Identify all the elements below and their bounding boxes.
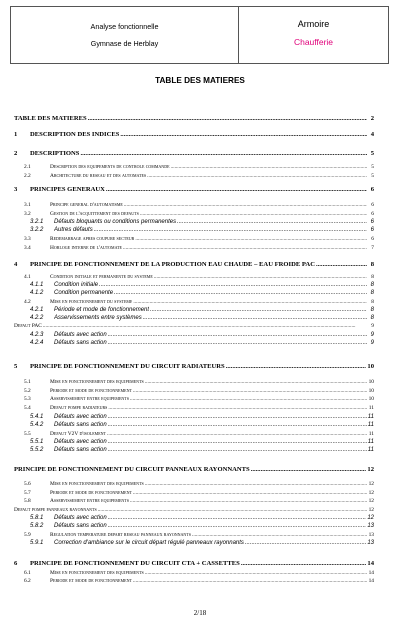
toc-entry-number: 3.2.2 bbox=[30, 227, 44, 233]
toc-entry-page: 6 bbox=[371, 211, 374, 217]
header-cabinet-location: Chaufferie bbox=[293, 37, 334, 47]
toc-leader-dots bbox=[147, 172, 367, 180]
toc-entry[interactable] bbox=[14, 539, 374, 547]
toc-leader-dots bbox=[245, 539, 366, 547]
toc-entry[interactable] bbox=[14, 235, 374, 243]
toc-entry-title: Asservissement entre equipements bbox=[50, 396, 129, 402]
toc-entry[interactable] bbox=[14, 226, 374, 234]
toc-entry-title: Defaut pompe radiateurs bbox=[50, 405, 108, 411]
toc-entry-page: 8 bbox=[370, 290, 374, 296]
toc-leader-dots bbox=[80, 150, 367, 158]
toc-entry-page: 9 bbox=[370, 332, 374, 338]
toc-entry-number: 3.2.1 bbox=[30, 219, 44, 225]
toc-entry[interactable] bbox=[14, 289, 374, 297]
toc-leader-dots bbox=[108, 404, 367, 412]
toc-entry-page: 13 bbox=[368, 532, 374, 538]
toc-entry-page: 12 bbox=[367, 466, 374, 473]
toc-entry-title: Defaut V2V d'isolement bbox=[50, 431, 106, 437]
toc-entry[interactable] bbox=[14, 298, 374, 306]
toc-entry-page: 4 bbox=[370, 131, 374, 138]
toc-entry-title: DESCRIPTIONS bbox=[30, 150, 80, 157]
toc-entry[interactable] bbox=[14, 115, 374, 123]
toc-entry-title: Défauts avec action bbox=[54, 515, 107, 521]
toc-entry-title: Description des equipements de controle commande bbox=[50, 164, 170, 170]
toc-leader-dots bbox=[108, 438, 367, 446]
toc-leader-dots bbox=[108, 421, 367, 429]
toc-leader-dots bbox=[98, 506, 367, 514]
toc-entry-page: 12 bbox=[368, 507, 374, 513]
toc-entry-number: 5.9 bbox=[24, 532, 31, 538]
toc-entry-number: 3.2 bbox=[24, 211, 31, 217]
toc-leader-dots bbox=[108, 331, 367, 339]
toc-entry-number: 5.4.2 bbox=[30, 422, 44, 428]
toc-leader-dots bbox=[108, 446, 367, 454]
toc-entry-title: Condition permanente bbox=[54, 290, 114, 296]
toc-entry-number: 4.2.3 bbox=[30, 332, 44, 338]
toc-entry[interactable] bbox=[14, 497, 374, 505]
toc-entry-page: 6 bbox=[370, 227, 374, 233]
toc-entry-title: Défauts sans action bbox=[54, 340, 107, 346]
toc-entry-page: 9 bbox=[371, 323, 374, 329]
toc-leader-dots bbox=[107, 430, 367, 438]
toc-entry[interactable] bbox=[14, 281, 374, 289]
toc-entry-number: 5.2 bbox=[24, 388, 31, 394]
toc-leader-dots bbox=[145, 480, 367, 488]
toc-leader-dots bbox=[143, 314, 367, 322]
toc-entry-page: 8 bbox=[370, 315, 374, 321]
toc-entry[interactable] bbox=[14, 438, 374, 446]
toc-leader-dots bbox=[133, 489, 367, 497]
toc-entry-title: DESCRIPTION DES INDICES bbox=[30, 131, 120, 138]
toc-entry-number: 5.1 bbox=[24, 379, 31, 385]
toc-entry[interactable] bbox=[14, 514, 374, 522]
page-number: 2/18 bbox=[193, 609, 207, 617]
toc-entry-number: 6 bbox=[14, 560, 18, 567]
toc-entry-page: 10 bbox=[368, 379, 374, 385]
toc-entry-title: PRINCIPE DE FONCTIONNEMENT DE LA PRODUCTION EAU CHAUDE – EAU FROIDE PAC bbox=[30, 261, 315, 268]
toc-leader-dots bbox=[108, 339, 367, 347]
toc-entry[interactable] bbox=[14, 446, 374, 454]
toc-entry-title: Correction d'ambiance sur le circuit départ régulé panneaux rayonnants bbox=[54, 540, 244, 546]
toc-entry-title: Mise en fonctionnement du systeme bbox=[50, 299, 133, 305]
toc-entry-page: 6 bbox=[370, 219, 374, 225]
toc-entry-title: PRINCIPE DE FONCTIONNEMENT DU CIRCUIT PANNEAUX RAYONNANTS bbox=[14, 466, 250, 473]
toc-entry-title: Défauts avec action bbox=[54, 439, 107, 445]
toc-leader-dots bbox=[88, 115, 367, 123]
toc-entry-number: 5.6 bbox=[24, 481, 31, 487]
toc-entry-page: 10 bbox=[368, 396, 374, 402]
toc-leader-dots bbox=[316, 261, 367, 269]
toc-entry[interactable] bbox=[14, 150, 374, 158]
toc-entry-page: 6 bbox=[370, 186, 374, 193]
toc-entry-title: Défauts avec action bbox=[54, 414, 107, 420]
toc-leader-dots bbox=[124, 201, 367, 209]
toc-leader-dots bbox=[226, 363, 367, 371]
toc-entry-page: 14 bbox=[368, 570, 374, 576]
toc-leader-dots bbox=[171, 163, 367, 171]
toc-leader-dots bbox=[150, 306, 367, 314]
toc-entry-page: 12 bbox=[368, 498, 374, 504]
toc-entry-page: 11 bbox=[367, 414, 374, 420]
toc-entry[interactable] bbox=[14, 466, 374, 474]
toc-entry-number: 5.9.1 bbox=[30, 540, 44, 546]
toc-leader-dots bbox=[133, 577, 367, 585]
toc-leader-dots bbox=[135, 235, 367, 243]
toc-leader-dots bbox=[241, 560, 367, 568]
toc-entry[interactable] bbox=[14, 218, 374, 226]
toc-leader-dots bbox=[133, 387, 367, 395]
toc-leader-dots bbox=[94, 226, 367, 234]
toc-entry-number: 5.5.2 bbox=[30, 447, 44, 453]
header-cabinet-title: Armoire bbox=[297, 19, 330, 29]
toc-entry[interactable] bbox=[14, 577, 374, 585]
toc-leader-dots bbox=[114, 289, 367, 297]
toc-entry-title: Période et mode de fonctionnement bbox=[54, 307, 150, 313]
toc-entry-title: Principe general d'automatisme bbox=[50, 202, 123, 208]
toc-entry[interactable] bbox=[14, 395, 374, 403]
toc-entry-page: 14 bbox=[368, 578, 374, 584]
toc-entry-title: Gestion de l'acquittement des defauts bbox=[50, 211, 139, 217]
toc-entry-title: Mise en fonctionnement des equipements bbox=[50, 379, 144, 385]
toc-entry-number: 2.1 bbox=[24, 164, 31, 170]
header-document-type: Analyse fonctionnelle bbox=[90, 22, 159, 31]
toc-entry-page: 5 bbox=[371, 173, 374, 179]
toc-entry-page: 12 bbox=[368, 490, 374, 496]
toc-entry-number: 5.5 bbox=[24, 431, 31, 437]
toc-entry[interactable] bbox=[14, 363, 374, 371]
toc-entry-title: Condition initiale et permanente du systeme bbox=[50, 274, 153, 280]
toc-leader-dots bbox=[251, 466, 367, 474]
toc-entry[interactable] bbox=[14, 131, 374, 139]
header-project-name: Gymnase de Herblay bbox=[90, 39, 159, 48]
toc-entry[interactable] bbox=[14, 531, 374, 539]
toc-entry-page: 11 bbox=[368, 431, 374, 437]
toc-leader-dots bbox=[133, 298, 367, 306]
toc-entry-page: 10 bbox=[367, 363, 374, 370]
header-right-cell bbox=[239, 7, 388, 63]
toc-entry[interactable] bbox=[14, 186, 374, 194]
toc-entry-page: 5 bbox=[371, 164, 374, 170]
toc-entry-page: 11 bbox=[368, 405, 374, 411]
toc-entry[interactable] bbox=[14, 261, 374, 269]
toc-entry-page: 13 bbox=[367, 523, 374, 529]
toc-leader-dots bbox=[120, 131, 367, 139]
toc-entry-title: TABLE DES MATIERES bbox=[14, 115, 87, 122]
toc-entry-title: Défauts sans action bbox=[54, 523, 107, 529]
toc-entry-page: 8 bbox=[370, 307, 374, 313]
toc-entry-page: 11 bbox=[367, 422, 374, 428]
toc-entry-title: Redemarrage apres coupure secteur bbox=[50, 236, 135, 242]
toc-entry-page: 13 bbox=[367, 540, 374, 546]
toc-entry-page: 2 bbox=[370, 115, 374, 122]
toc-entry[interactable] bbox=[14, 560, 374, 568]
toc-entry-title: Asservissement entre equipements bbox=[50, 498, 129, 504]
toc-entry-number: 5.8.1 bbox=[30, 515, 44, 521]
toc-entry-title: PRINCIPE DE FONCTIONNEMENT DU CIRCUIT CTA + CASSETTES bbox=[30, 560, 240, 567]
toc-entry[interactable] bbox=[14, 163, 374, 171]
toc-entry-page: 14 bbox=[367, 560, 374, 567]
toc-entry-page: 6 bbox=[371, 202, 374, 208]
toc-entry-number: 3.1 bbox=[24, 202, 31, 208]
toc-entry-title: Defaut PAC bbox=[14, 323, 42, 329]
toc-entry-number: 4.2.1 bbox=[30, 307, 44, 313]
toc-entry[interactable] bbox=[14, 522, 374, 530]
toc-entry-number: 5.4 bbox=[24, 405, 31, 411]
toc-leader-dots bbox=[43, 322, 367, 330]
toc-entry-page: 11 bbox=[367, 439, 374, 445]
toc-entry-number: 4.1 bbox=[24, 274, 31, 280]
toc-entry[interactable] bbox=[14, 404, 374, 412]
toc-entry-title: Autres défauts bbox=[54, 227, 93, 233]
toc-entry-number: 4.2.2 bbox=[30, 315, 44, 321]
toc-entry-page: 8 bbox=[371, 299, 374, 305]
toc-entry-title: Periode et mode de fonctionnement bbox=[50, 578, 132, 584]
toc-entry-number: 2.2 bbox=[24, 173, 31, 179]
toc-leader-dots bbox=[140, 210, 367, 218]
toc-entry-number: 4.1.1 bbox=[30, 282, 44, 288]
toc-entry-page: 8 bbox=[370, 261, 374, 268]
toc-entry-page: 5 bbox=[370, 150, 374, 157]
toc-entry-title: Defaut pompe panneaux rayonnants bbox=[14, 507, 97, 513]
toc-entry-page: 7 bbox=[371, 245, 374, 251]
header-left-cell bbox=[11, 7, 239, 63]
toc-leader-dots bbox=[177, 218, 367, 226]
toc-entry[interactable] bbox=[14, 322, 374, 330]
toc-entry[interactable] bbox=[14, 201, 374, 209]
toc-entry-title: Regulation temperature depart reseau panneaux rayonnants bbox=[50, 532, 191, 538]
toc-entry-number: 5.3 bbox=[24, 396, 31, 402]
toc-entry[interactable] bbox=[14, 273, 374, 281]
toc-entry-number: 2 bbox=[14, 150, 18, 157]
toc-entry-page: 11 bbox=[367, 447, 374, 453]
toc-leader-dots bbox=[123, 244, 367, 252]
toc-entry[interactable] bbox=[14, 306, 374, 314]
toc-entry-number: 4.2.4 bbox=[30, 340, 44, 346]
toc-leader-dots bbox=[130, 395, 367, 403]
toc-entry-page: 12 bbox=[367, 515, 374, 521]
toc-leader-dots bbox=[108, 514, 367, 522]
toc-entry-number: 3.4 bbox=[24, 245, 31, 251]
toc-entry-page: 8 bbox=[370, 282, 374, 288]
toc-leader-dots bbox=[154, 273, 367, 281]
toc-entry[interactable] bbox=[14, 387, 374, 395]
toc-leader-dots bbox=[130, 497, 367, 505]
document-header bbox=[10, 6, 389, 64]
toc-entry-title: Periode et mode de fonctionnement bbox=[50, 388, 132, 394]
toc-leader-dots bbox=[108, 413, 367, 421]
toc-leader-dots bbox=[108, 522, 367, 530]
toc-entry-number: 5.7 bbox=[24, 490, 31, 496]
toc-entry[interactable] bbox=[14, 314, 374, 322]
toc-leader-dots bbox=[192, 531, 367, 539]
toc-entry[interactable] bbox=[14, 413, 374, 421]
toc-entry-title: Asservissements entre systèmes bbox=[54, 315, 142, 321]
toc-entry-title: Horloge interne de l'automate bbox=[50, 245, 122, 251]
toc-entry-number: 1 bbox=[14, 131, 18, 138]
toc-entry[interactable] bbox=[14, 430, 374, 438]
toc-entry-title: Mise en fonctionnement des equipements bbox=[50, 570, 144, 576]
toc-entry-number: 6.1 bbox=[24, 570, 31, 576]
toc-entry[interactable] bbox=[14, 172, 374, 180]
toc-entry-title: Défauts avec action bbox=[54, 332, 107, 338]
toc-entry-number: 4.2 bbox=[24, 299, 31, 305]
toc-leader-dots bbox=[145, 378, 367, 386]
toc-entry-number: 5.5.1 bbox=[30, 439, 44, 445]
toc-entry-title: Défauts sans action bbox=[54, 422, 107, 428]
toc-entry-number: 5.4.1 bbox=[30, 414, 44, 420]
toc-entry-number: 5.8 bbox=[24, 498, 31, 504]
page-title: TABLE DES MATIERES bbox=[155, 76, 245, 85]
toc-entry[interactable] bbox=[14, 378, 374, 386]
toc-entry[interactable] bbox=[14, 331, 374, 339]
toc-entry-number: 6.2 bbox=[24, 578, 31, 584]
toc-entry-number: 3.3 bbox=[24, 236, 31, 242]
toc-entry[interactable] bbox=[14, 339, 374, 347]
toc-entry-number: 3 bbox=[14, 186, 18, 193]
toc-entry-title: Défauts sans action bbox=[54, 447, 107, 453]
toc-entry-number: 5.8.2 bbox=[30, 523, 44, 529]
toc-entry-page: 12 bbox=[368, 481, 374, 487]
toc-leader-dots bbox=[99, 281, 367, 289]
toc-entry-page: 6 bbox=[371, 236, 374, 242]
toc-entry-title: Défauts bloquants ou conditions permanentes bbox=[54, 219, 177, 225]
toc-entry-title: Architecture du reseau et des automates bbox=[50, 173, 147, 179]
toc-entry[interactable] bbox=[14, 489, 374, 497]
toc-entry-number: 5 bbox=[14, 363, 18, 370]
toc-entry-title: PRINCIPES GENERAUX bbox=[30, 186, 105, 193]
toc-entry-number: 4.1.2 bbox=[30, 290, 44, 296]
toc-entry-title: Mise en fonctionnement des equipements bbox=[50, 481, 144, 487]
toc-entry[interactable] bbox=[14, 480, 374, 488]
toc-entry-number: 4 bbox=[14, 261, 18, 268]
toc-entry-title: Condition initiale bbox=[54, 282, 99, 288]
toc-entry[interactable] bbox=[14, 569, 374, 577]
toc-entry[interactable] bbox=[14, 244, 374, 252]
toc-entry-page: 8 bbox=[371, 274, 374, 280]
toc-entry[interactable] bbox=[14, 506, 374, 514]
toc-entry-page: 10 bbox=[368, 388, 374, 394]
toc-entry[interactable] bbox=[14, 421, 374, 429]
toc-entry-title: PRINCIPE DE FONCTIONNEMENT DU CIRCUIT RADIATEURS bbox=[30, 363, 225, 370]
toc-entry-title: Periode et mode de fonctionnement bbox=[50, 490, 132, 496]
toc-entry-page: 9 bbox=[370, 340, 374, 346]
toc-leader-dots bbox=[106, 186, 367, 194]
toc-leader-dots bbox=[145, 569, 367, 577]
toc-entry[interactable] bbox=[14, 210, 374, 218]
